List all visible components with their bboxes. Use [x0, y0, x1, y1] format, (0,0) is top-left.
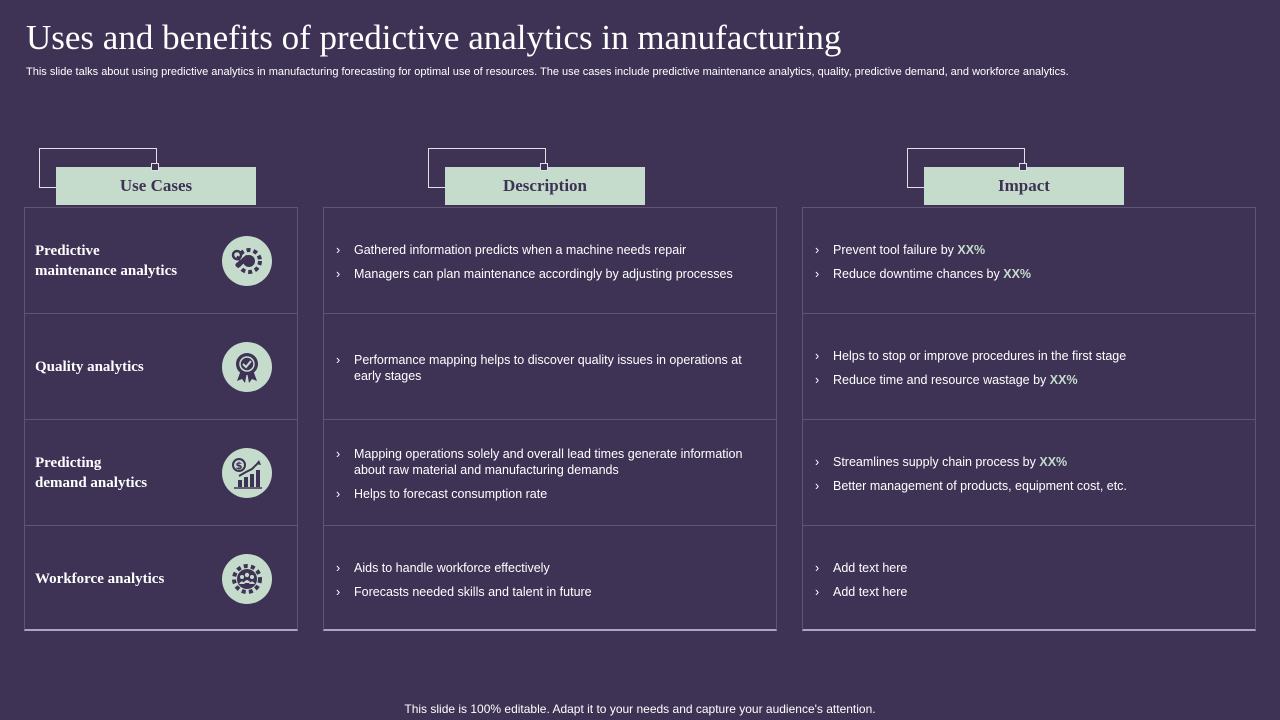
use-case-row — [25, 420, 297, 526]
use-case-label-line: demand analytics — [35, 474, 148, 491]
description-bullet: › Mapping operations solely and overall lead times generate information about raw material and manufacturing demands — [336, 446, 764, 478]
use-case-label-line: Workforce analytics — [35, 571, 165, 587]
use-case-label — [35, 569, 205, 589]
header-use-cases: Use Cases — [56, 167, 256, 205]
header-bracket-left — [428, 148, 429, 187]
header-connector-dot — [1019, 163, 1027, 171]
description-row — [324, 526, 776, 632]
description-bullet: › Forecasts needed skills and talent in future — [336, 584, 764, 600]
header-bracket-drop — [156, 148, 157, 164]
slide-title: Uses and benefits of predictive analytics in manufacturing — [26, 18, 842, 57]
impact-text: Add text here — [833, 585, 908, 599]
impact-bullet — [815, 584, 1243, 600]
description-bullet: › Managers can plan maintenance accordingly by adjusting processes — [336, 266, 764, 282]
wrench-gear-icon — [222, 236, 272, 286]
impact-bullet — [815, 478, 1243, 494]
description-bullet: › Helps to forecast consumption rate — [336, 486, 764, 502]
description-list — [336, 242, 764, 290]
impact-list — [815, 348, 1243, 396]
header-bracket-bottom — [428, 187, 445, 188]
description-list — [336, 352, 764, 392]
use-case-label-line: Quality analytics — [35, 358, 144, 375]
workforce-gear-icon — [222, 554, 272, 604]
quality-badge-icon — [222, 342, 272, 392]
use-case-row — [25, 526, 297, 632]
header-bracket-bottom — [39, 187, 56, 188]
description-bullet: › Gathered information predicts when a machine needs repair — [336, 242, 764, 258]
impact-row — [803, 420, 1255, 526]
use-case-label-line: Predicting — [35, 454, 102, 471]
impact-list — [815, 242, 1243, 290]
impact-highlight: XX% — [1039, 455, 1068, 469]
impact-list — [815, 454, 1243, 502]
header-bracket-left — [907, 148, 908, 187]
impact-list — [815, 560, 1243, 608]
use-case-label-line: Predictive — [35, 242, 100, 259]
use-case-label-line: maintenance analytics — [35, 262, 178, 279]
use-case-row — [25, 314, 297, 420]
impact-bullet — [815, 348, 1243, 364]
impact-text: Reduce time and resource wastage by — [833, 373, 1050, 387]
use-case-label — [35, 241, 205, 281]
impact-bullet — [815, 266, 1243, 282]
description-bullet: › Aids to handle workforce effectively — [336, 560, 764, 576]
header-impact: Impact — [924, 167, 1124, 205]
impact-text: Add text here — [833, 561, 908, 575]
description-row — [324, 314, 776, 420]
header-description: Description — [445, 167, 645, 205]
impact-text: Better management of products, equipment cost, etc. — [833, 479, 1127, 493]
header-bracket-top — [39, 148, 156, 149]
slide-subtitle: This slide talks about using predictive analytics in manufacturing forecasting for optimal use of resources. The use cases include predictive maintenance analytics, quality, predictive demand, and workforce analytics. — [26, 66, 1069, 78]
description-row — [324, 208, 776, 314]
description-list — [336, 560, 764, 608]
impact-highlight: XX% — [1049, 373, 1078, 387]
use-case-row — [25, 208, 297, 314]
impact-row — [803, 526, 1255, 632]
use-case-label — [35, 453, 205, 493]
impact-bullet — [815, 372, 1243, 388]
header-connector-dot — [540, 163, 548, 171]
impact-bullet — [815, 454, 1243, 470]
impact-row — [803, 208, 1255, 314]
dollar-chart-icon — [222, 448, 272, 498]
impact-bullet — [815, 560, 1243, 576]
header-bracket-top — [907, 148, 1024, 149]
header-bracket-drop — [545, 148, 546, 164]
impact-text: Helps to stop or improve procedures in the first stage — [833, 349, 1127, 363]
description-bullet: › Performance mapping helps to discover quality issues in operations at early stages — [336, 352, 764, 384]
header-bracket-top — [428, 148, 545, 149]
description-list — [336, 446, 764, 510]
impact-bullet — [815, 242, 1243, 258]
header-connector-dot — [151, 163, 159, 171]
description-panel — [323, 207, 777, 631]
header-bracket-bottom — [907, 187, 924, 188]
use-cases-panel — [24, 207, 298, 631]
header-bracket-drop — [1024, 148, 1025, 164]
impact-highlight: XX% — [1003, 267, 1032, 281]
svg-text:$: $ — [235, 460, 243, 472]
impact-text: Reduce downtime chances by — [833, 267, 1004, 281]
slide-footer: This slide is 100% editable. Adapt it to your needs and capture your audience's attention. — [404, 702, 876, 716]
impact-row — [803, 314, 1255, 420]
impact-panel — [802, 207, 1256, 631]
description-row — [324, 420, 776, 526]
impact-text: Prevent tool failure by — [833, 243, 958, 257]
impact-text: Streamlines supply chain process by — [833, 455, 1040, 469]
impact-highlight: XX% — [957, 243, 986, 257]
header-bracket-left — [39, 148, 40, 187]
use-case-label — [35, 357, 205, 377]
